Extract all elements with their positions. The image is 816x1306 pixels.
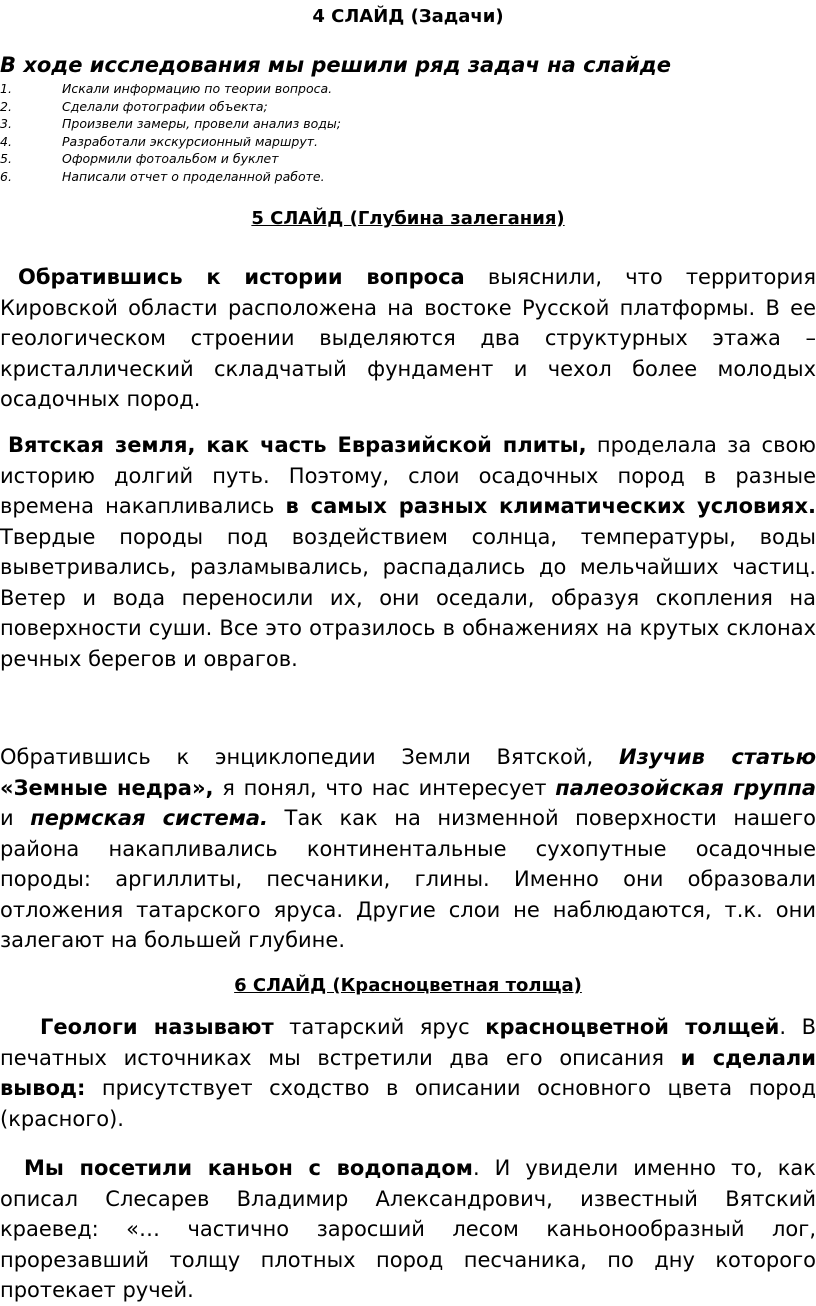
list-item	[0, 115, 816, 133]
list-number: 3.	[0, 116, 12, 131]
bold-text: «Земные недра»,	[0, 775, 214, 800]
list-text: Сделали фотографии объекта;	[62, 98, 268, 114]
list-text: Искали информацию по теории вопроса.	[62, 81, 333, 96]
slide5-heading: 5 СЛАЙД (Глубина залегания)	[251, 208, 565, 229]
bold-text: Геологи называют	[40, 1015, 274, 1039]
bold-text: красноцветной толщей	[485, 1015, 780, 1039]
slide4-intro: В ходе исследования мы решили ряд задач на слайде	[0, 53, 671, 77]
bold-text: Мы посетили каньон с водопадом	[24, 1156, 473, 1180]
body-text: . В печатных источниках мы встретили два его описания	[0, 1015, 816, 1070]
body-text: проделала за свою историю долгий путь. Поэтому, слои осадочных пород в разные времена накапливались	[0, 433, 816, 518]
bold-italic-text: Изучив статью	[619, 745, 816, 769]
bold-italic-text: палеозойская группа	[555, 775, 816, 800]
list-text: Произвели замеры, провели анализ воды;	[62, 116, 341, 131]
body-text: присутствует сходство в описании основного цвета пород (красного).	[0, 1076, 816, 1131]
list-item	[0, 168, 816, 186]
body-text: Обратившись к энциклопедии Земли Вятской,	[0, 745, 620, 769]
body-text: Так как на низменной поверхности нашего района накапливались континентальные сухопутные осадочные породы: аргиллиты, песчаники, глины. Именно они образовали отложения татарского яруса. Другие слои не наблюдаются, т.к. они залегают на большей глубине.	[0, 806, 816, 952]
list-number: 5.	[0, 151, 12, 166]
list-text: Оформили фотоальбом и буклет	[62, 151, 279, 166]
body-text: выяснили, что территория Кировской области расположена на востоке Русской платформы. В ее геологическом строении выделяются два структурных этажа – кристаллический складчатый фундамент и чехол более молодых осадочных пород.	[0, 265, 816, 411]
body-text: . И увидели именно то, как описал Слесарев Владимир Александрович, известный Вятский краевед: «… частично заросший лесом каньонообразный лог, прорезавший толщу плотных пород песчаника, по дну которого протекает ручей.	[0, 1156, 816, 1302]
list-item	[0, 80, 816, 98]
list-item	[0, 98, 816, 116]
body-text: и	[0, 806, 31, 830]
list-number: 1.	[0, 81, 12, 96]
slide5-paragraph-1	[0, 262, 816, 415]
slide6-paragraph-2	[0, 1153, 816, 1306]
bold-text: в самых разных климатических условиях.	[285, 494, 816, 518]
body-text: я понял, что нас интересует	[213, 775, 556, 800]
slide5-paragraph-3	[0, 742, 816, 956]
list-number: 6.	[0, 168, 12, 184]
bold-text: Обратившись к истории вопроса	[18, 265, 465, 289]
bold-text: и сделали вывод:	[0, 1045, 816, 1100]
bold-italic-text: пермская система.	[30, 806, 269, 830]
slide6-paragraph-1	[0, 1012, 816, 1134]
body-text: Твердые породы под воздействием солнца, температуры, воды выветривались, разламывались, распадались до мельчайших частиц. Ветер и вода переносили их, они оседали, образуя скопления на поверхности суши. Все это отразилось в обнажениях на крутых склонах речных берегов и оврагов.	[0, 524, 816, 671]
task-list	[0, 80, 816, 185]
body-text: татарский ярус	[273, 1015, 486, 1039]
list-number: 4.	[0, 133, 12, 149]
list-item	[0, 150, 816, 168]
list-text: Написали отчет о проделанной работе.	[62, 168, 325, 184]
bold-text: Вятская земля, как часть Евразийской плиты,	[8, 433, 587, 457]
slide5-paragraph-2	[0, 430, 816, 674]
list-number: 2.	[0, 98, 12, 114]
list-text: Разработали экскурсионный маршрут.	[62, 133, 318, 149]
slide6-heading: 6 СЛАЙД (Красноцветная толща)	[234, 975, 582, 996]
slide4-heading: 4 СЛАЙД (Задачи)	[312, 6, 504, 27]
list-item	[0, 133, 816, 151]
